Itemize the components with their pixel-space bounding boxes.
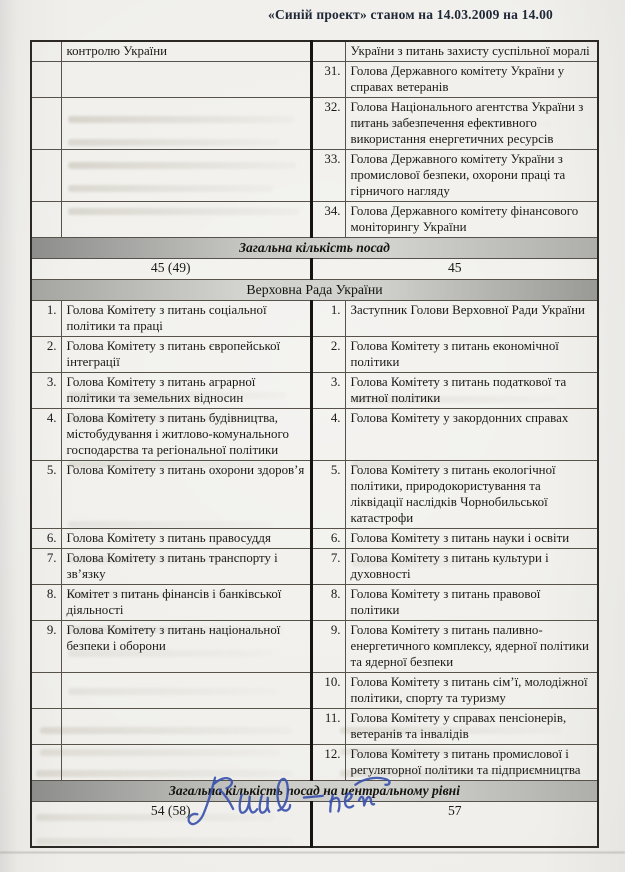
row-number-cell: 32.	[311, 98, 345, 150]
position-cell: Голова Комітету з питань екологічної політики, природокористування та ліквідації наслідків Чорнобильської катастрофи	[345, 461, 598, 529]
position-cell: Голова Комітету з питань податкової та митної політики	[345, 373, 598, 409]
position-cell	[61, 673, 311, 709]
row-number-cell: 3.	[311, 373, 345, 409]
row-number-cell: 5.	[31, 461, 61, 529]
position-cell: Голова Комітету з питань охорони здоров’я	[61, 461, 311, 529]
position-cell: Голова Комітету з питань промислової і регуляторної політики та підприємництва	[345, 745, 598, 781]
table-row	[31, 409, 598, 461]
position-cell: Голова Комітету з питань правової політики	[345, 585, 598, 621]
total-left-cell: 54 (58)	[31, 802, 311, 848]
position-cell: Заступник Голови Верховної Ради України	[345, 301, 598, 337]
handwritten-note	[185, 767, 397, 838]
row-number-cell	[311, 41, 345, 62]
table-row	[31, 202, 598, 238]
positions-table	[30, 40, 599, 848]
table-row	[31, 301, 598, 337]
row-number-cell: 4.	[31, 409, 61, 461]
row-number-cell: 12.	[311, 745, 345, 781]
table-row	[31, 709, 598, 745]
row-number-cell: 2.	[31, 337, 61, 373]
row-number-cell: 2.	[311, 337, 345, 373]
position-cell: Голова Комітету у закордонних справах	[345, 409, 598, 461]
row-number-cell: 11.	[311, 709, 345, 745]
table-row	[31, 337, 598, 373]
total-right-cell: 45	[311, 259, 598, 280]
row-number-cell	[31, 745, 61, 781]
section-label: Загальна кількість посад	[31, 238, 598, 259]
row-number-cell: 7.	[31, 549, 61, 585]
section-header-row	[31, 280, 598, 301]
row-number-cell: 5.	[311, 461, 345, 529]
position-cell: Голова Національного агентства України з питань забезпечення ефективного використання енергетичних ресурсів	[345, 98, 598, 150]
position-cell	[61, 150, 311, 202]
table-row	[31, 529, 598, 549]
position-cell: Голова Комітету з питань правосуддя	[61, 529, 311, 549]
row-number-cell: 33.	[311, 150, 345, 202]
position-cell: Голова Комітету з питань будівництва, містобудування і житлово-комунального господарства та регіональної політики	[61, 409, 311, 461]
position-cell: Голова Комітету з питань соціальної політики та праці	[61, 301, 311, 337]
position-cell: контролю України	[61, 41, 311, 62]
table-row	[31, 41, 598, 62]
position-cell: Голова Комітету з питань транспорту і зв’язку	[61, 549, 311, 585]
position-cell	[61, 202, 311, 238]
page-fold-line	[0, 851, 625, 854]
position-cell: Голова Комітету з питань науки і освіти	[345, 529, 598, 549]
position-cell: Голова Комітету з питань аграрної політики та земельних відносин	[61, 373, 311, 409]
row-number-cell	[31, 98, 61, 150]
table-row	[31, 98, 598, 150]
table-row	[31, 150, 598, 202]
total-right-cell: 57	[311, 802, 598, 848]
position-cell: Голова Комітету у справах пенсіонерів, ветеранів та інвалідів	[345, 709, 598, 745]
row-number-cell	[31, 150, 61, 202]
position-cell: Голова Комітету з питань європейської інтеграції	[61, 337, 311, 373]
row-number-cell	[31, 41, 61, 62]
position-cell: Комітет з питань фінансів і банківської діяльності	[61, 585, 311, 621]
table-row	[31, 62, 598, 98]
section-header-row	[31, 238, 598, 259]
table-row	[31, 549, 598, 585]
section-label: Верховна Рада України	[31, 280, 598, 301]
row-number-cell: 8.	[311, 585, 345, 621]
row-number-cell: 31.	[311, 62, 345, 98]
position-cell	[61, 709, 311, 745]
position-cell	[61, 98, 311, 150]
position-cell	[61, 62, 311, 98]
row-number-cell: 9.	[311, 621, 345, 673]
row-number-cell: 7.	[311, 549, 345, 585]
row-number-cell: 1.	[31, 301, 61, 337]
row-number-cell: 8.	[31, 585, 61, 621]
totals-row	[31, 259, 598, 280]
section-label: Загальна кількість посад на центральному рівні	[31, 781, 598, 802]
position-cell: Голова Державного комітету фінансового моніторингу України	[345, 202, 598, 238]
position-cell: Голова Комітету з питань культури і духовності	[345, 549, 598, 585]
row-number-cell: 34.	[311, 202, 345, 238]
table-row	[31, 621, 598, 673]
row-number-cell: 1.	[311, 301, 345, 337]
position-cell: Голова Комітету з питань сім’ї, молодіжної політики, спорту та туризму	[345, 673, 598, 709]
row-number-cell: 10.	[311, 673, 345, 709]
row-number-cell	[31, 202, 61, 238]
table-row	[31, 373, 598, 409]
row-number-cell: 4.	[311, 409, 345, 461]
row-number-cell	[31, 673, 61, 709]
position-cell: Голова Комітету з питань паливно-енергетичного комплексу, ядерної політики та ядерної безпеки	[345, 621, 598, 673]
table-row	[31, 585, 598, 621]
row-number-cell: 3.	[31, 373, 61, 409]
position-cell: України з питань захисту суспільної моралі	[345, 41, 598, 62]
row-number-cell: 6.	[31, 529, 61, 549]
document-title: «Синій проект» станом на 14.03.2009 на 14.00	[268, 7, 554, 22]
position-cell: Голова Комітету з питань економічної політики	[345, 337, 598, 373]
table-row	[31, 673, 598, 709]
row-number-cell: 9.	[31, 621, 61, 673]
position-cell: Голова Комітету з питань національної безпеки і оборони	[61, 621, 311, 673]
total-left-cell: 45 (49)	[31, 259, 311, 280]
position-cell: Голова Державного комітету України у справах ветеранів	[345, 62, 598, 98]
row-number-cell	[31, 709, 61, 745]
position-cell: Голова Державного комітету України з промислової безпеки, охорони праці та гірничого нагляду	[345, 150, 598, 202]
row-number-cell: 6.	[311, 529, 345, 549]
row-number-cell	[31, 62, 61, 98]
table-row	[31, 461, 598, 529]
